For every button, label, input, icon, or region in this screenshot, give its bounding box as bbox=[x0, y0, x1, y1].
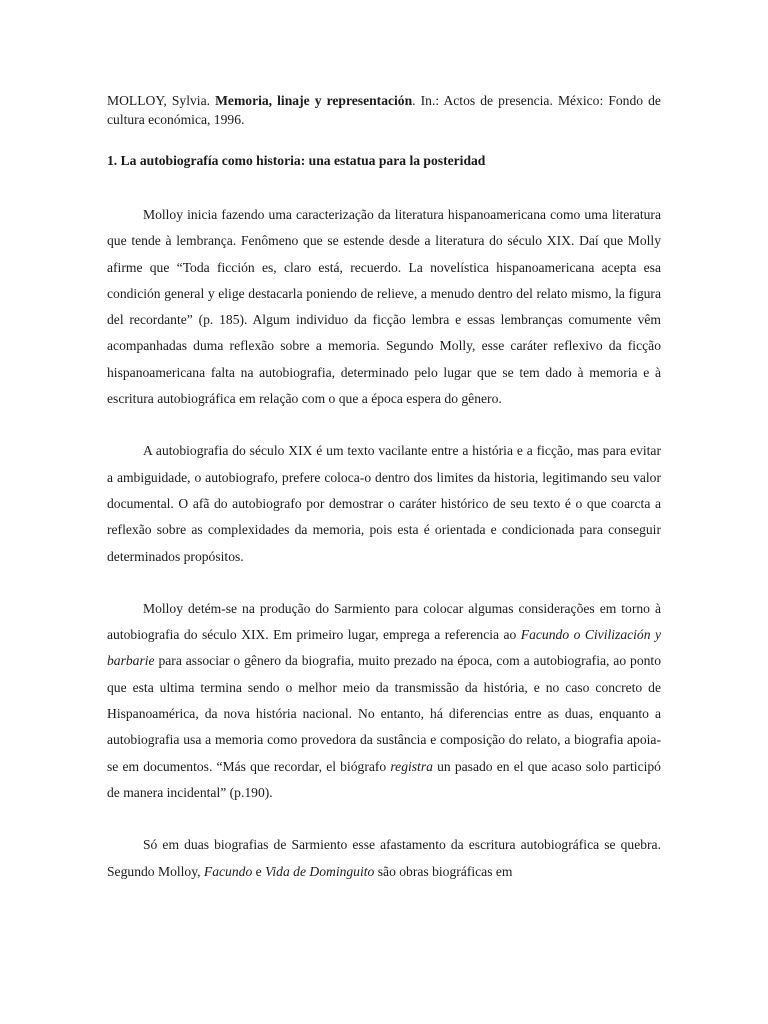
paragraph-3-text-b: para associar o gênero da biografia, muito prezado na época, com a autobiografia, ao ponto que esta ultima termina sendo o melhor meio da transmissão da história, e no caso concreto de Hispanoamérica, da nova história nacional. No entanto, há diferencias entre as duas, enquanto a autobiografia usa a memoria como provedora da sustância e composição do relato, a biografia apoia-se em documentos. “Más que recordar, el biógrafo bbox=[107, 653, 661, 774]
citation-title: Memoria, linaje y representación bbox=[215, 93, 413, 108]
paragraph-3 bbox=[107, 596, 661, 806]
paragraph-4 bbox=[107, 832, 661, 885]
paragraph-3-text-c: un pasado en el que acaso solo participó de manera incidental” (p.190). bbox=[107, 758, 661, 800]
citation-publication: . In.: Actos de presencia. México: Fondo de cultura económica, 1996. bbox=[107, 93, 661, 127]
paragraph-4-text-c: são obras biográficas em bbox=[374, 863, 513, 879]
paragraph-3-text-a: Molloy detém-se na produção do Sarmiento para colocar algumas considerações em torno à autobiografia do século XIX. Em primeiro lugar, emprega a referencia ao bbox=[107, 600, 661, 643]
document-page bbox=[107, 92, 661, 885]
paragraph-4-italic-dominguito: Vida de Dominguito bbox=[265, 863, 375, 879]
paragraph-1: Molloy inicia fazendo uma caracterização da literatura hispanoamericana como uma literatura que tende à lembrança. Fenômeno que se estende desde a literatura do século XIX. Daí que Molly afirme que “Toda ficción es, claro está, recuerdo. La novelística hispanoamericana acepta esa condición general y elige destacarla poniendo de relieve, a menudo dentro del relato mismo, la figura del recordante” (p. 185). Algum individuo da ficção lembra e essas lembranças comumente vêm acompanhadas duma reflexão sobre a memoria. Segundo Molly, esse caráter reflexivo da ficção hispanoamericana falta na autobiografia, determinado pelo lugar que se tem dado à memoria e à escritura autobiográfica em relação com o que a época espera do gênero. bbox=[107, 207, 661, 407]
section-heading: 1. La autobiografía como historia: una estatua para la posteridad bbox=[107, 153, 486, 168]
paragraph-4-text-a: Só em duas biografias de Sarmiento esse afastamento da escritura autobiográfica se quebra. Segundo Molloy, bbox=[107, 837, 661, 879]
citation-author: MOLLOY, Sylvia. bbox=[107, 93, 211, 108]
paragraph-3-italic-registra: registra bbox=[390, 758, 433, 774]
paragraph-3-italic-facundo: Facundo o Civilización y barbarie bbox=[107, 627, 662, 669]
paragraph-4-italic-facundo: Facundo bbox=[203, 863, 253, 879]
bibliographic-citation bbox=[107, 92, 661, 129]
paragraph-4-text-b: e bbox=[252, 863, 266, 879]
paragraph-2: A autobiografia do século XIX é um texto vacilante entre a história e a ficção, mas para evitar a ambiguidade, o autobiografo, prefere coloca-o dentro dos limites da historia, legitimando seu valor documental. O afã do autobiografo por demostrar o caráter histórico de seu texto é o que coarcta a reflexão sobre as complexidades da memoria, pois esta é orientada e condicionada para conseguir determinados propósitos. bbox=[107, 443, 661, 564]
